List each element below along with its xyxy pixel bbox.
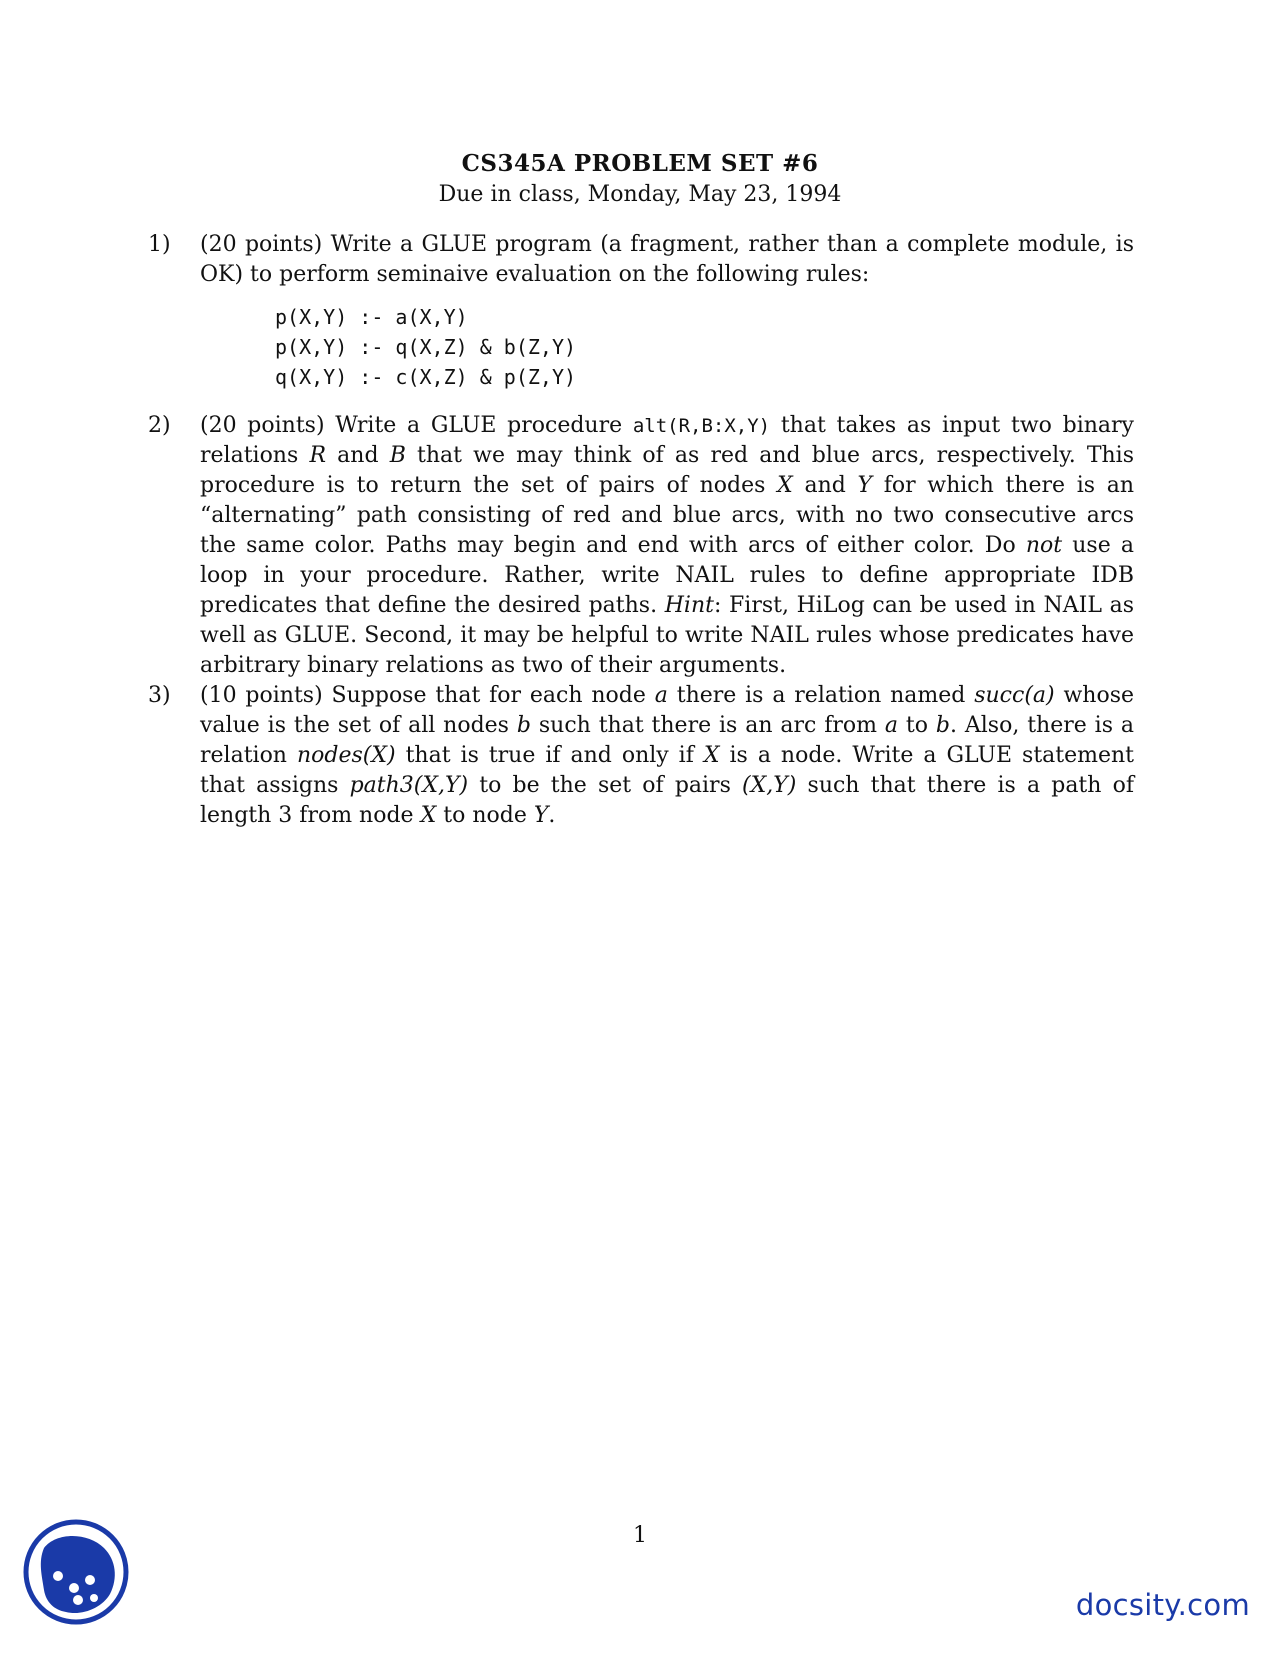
problem-text: to <box>905 713 928 738</box>
problem-text: Write a GLUE program (a fragment, rather than a complete module, is OK) to perform seminaive evaluation on the following rules: <box>200 232 1134 287</box>
problem-2 <box>148 411 1134 681</box>
problem-3 <box>148 681 1134 831</box>
problem-text: is a node. Write a GLUE statement that assigns <box>200 743 1135 798</box>
page-number: 1 <box>633 1523 647 1548</box>
problem-text: and <box>337 443 379 468</box>
math-expr: succ(a) <box>974 683 1055 708</box>
page-title: CS345A PROBLEM SET #6 <box>461 150 819 177</box>
code-block <box>275 302 1134 392</box>
math-var: Y <box>857 473 873 498</box>
problem-number: 1) <box>148 232 171 257</box>
problem-text: use a loop in your procedure. Rather, write NAIL rules to define appropriate IDB predicates that define the desired paths. <box>200 533 1134 618</box>
problem-text: Suppose that for each node <box>331 683 646 708</box>
problem-text: that takes as input two binary relations <box>200 413 1134 468</box>
code-line: p(X,Y) :- q(X,Z) & b(Z,Y) <box>275 335 577 359</box>
problem-text: such that there is an arc from <box>538 713 877 738</box>
hint-label: Hint <box>664 593 714 618</box>
problem-text: Write a GLUE procedure <box>335 413 623 438</box>
problem-text: that is true if and only if <box>405 743 694 768</box>
docsity-logo-icon[interactable] <box>22 1518 130 1626</box>
problem-number: 3) <box>148 683 171 708</box>
emphasis: not <box>1025 533 1063 558</box>
problem-body <box>200 411 1134 681</box>
page-subtitle: Due in class, Monday, May 23, 1994 <box>438 182 842 207</box>
math-var: b <box>516 713 531 738</box>
math-expr: path3(X,Y) <box>349 773 469 798</box>
math-expr: nodes(X) <box>296 743 396 768</box>
math-var: R <box>309 443 327 468</box>
math-var: a <box>654 683 668 708</box>
problem-body <box>200 681 1134 831</box>
problem-text: whose value is the set of all nodes <box>200 683 1135 738</box>
math-var: b <box>935 713 950 738</box>
problem-body <box>200 230 1134 392</box>
math-expr: (X,Y) <box>742 773 797 798</box>
docsity-brand-link[interactable]: docsity.com <box>1075 1588 1250 1622</box>
code-line: p(X,Y) :- a(X,Y) <box>275 305 468 329</box>
problem-text: that we may think of as red and blue arcs, respectively. This procedure is to return the set of pairs of nodes <box>200 443 1135 498</box>
math-var: a <box>884 713 899 738</box>
code-line: q(X,Y) :- c(X,Z) & p(Z,Y) <box>275 365 577 389</box>
problem-text: such that there is a path of length 3 from node <box>200 773 1134 828</box>
problem-text: to be the set of pairs <box>479 773 731 798</box>
problem-points: (20 points) <box>200 232 323 257</box>
problem-text: . <box>548 803 556 828</box>
problem-text: for which there is an “alternating” path consisting of red and blue arcs, with no two consecutive arcs the same color. Paths may begin and end with arcs of either color. Do <box>200 473 1134 558</box>
math-var: Y <box>533 803 549 828</box>
problem-points: (10 points) <box>200 683 323 708</box>
problem-text: to node <box>443 803 527 828</box>
problem-number: 2) <box>148 413 171 438</box>
math-var: X <box>420 803 437 828</box>
math-var: X <box>777 473 793 498</box>
problem-1 <box>148 230 1134 392</box>
procedure-signature: alt(R,B:X,Y) <box>632 415 771 437</box>
math-var: B <box>389 443 406 468</box>
problem-points: (20 points) <box>200 413 325 438</box>
problem-text: and <box>804 473 846 498</box>
problem-text: there is a relation named <box>676 683 966 708</box>
math-var: X <box>703 743 720 768</box>
problem-text: : First, HiLog can be used in NAIL as well as GLUE. Second, it may be helpful to write NAIL rules whose predicates have arbitrary binary relations as two of their arguments. <box>200 593 1134 678</box>
problem-text: . Also, there is a relation <box>200 713 1134 768</box>
